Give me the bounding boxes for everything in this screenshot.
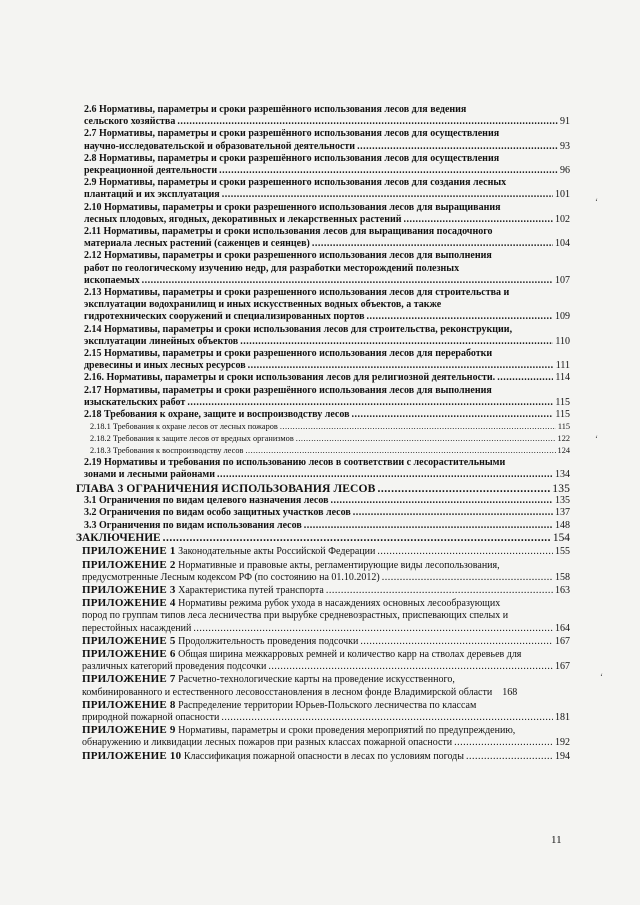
toc-entry-line: рекреационной деятельности bbox=[84, 165, 218, 177]
toc-entry-line: 2.11 Нормативы, параметры и сроки использования лесов для выращивания посадочного bbox=[84, 226, 493, 238]
dot-leader bbox=[377, 546, 553, 558]
toc-entry bbox=[84, 153, 570, 177]
toc-page-number: 107 bbox=[555, 274, 570, 286]
toc-entry-leader-line bbox=[84, 189, 570, 201]
toc-entry-text bbox=[82, 750, 464, 763]
toc-entry bbox=[84, 128, 570, 152]
toc-entry-line: 2.13 Нормативы, параметры и сроки разрешенного использования лесов для строительства и bbox=[84, 287, 510, 299]
toc-entry bbox=[84, 520, 570, 532]
toc-entry-line: 3.2 Ограничения по видам особо защитных участков лесов bbox=[84, 507, 351, 519]
toc-page-number: 109 bbox=[555, 311, 570, 323]
toc-entry bbox=[84, 495, 570, 507]
toc-entry-line: 2.9 Нормативы, параметры и сроки разрешенного использования лесов для создания лесных bbox=[84, 177, 507, 189]
scan-mark: ʻ bbox=[595, 197, 598, 207]
toc-entry-text bbox=[84, 141, 355, 153]
toc-page-number: 134 bbox=[555, 469, 570, 481]
toc-entry-line: ГЛАВА 3 ОГРАНИЧЕНИЯ ИСПОЛЬЗОВАНИЯ ЛЕСОВ bbox=[76, 481, 376, 495]
toc-entry-text bbox=[84, 287, 570, 299]
toc-entry-text bbox=[82, 545, 375, 558]
scan-mark: ʻ bbox=[595, 434, 598, 444]
toc-appendix-entry bbox=[82, 635, 570, 648]
toc-entry-line: Продолжительность проведения подсочки bbox=[178, 635, 359, 647]
toc-entry-line: эксплуатации водохранилищ и иных искусственных водных объектов, а также bbox=[84, 299, 442, 311]
toc-entry-line: Распределение территории Юрьев-Польского лесничества по классам bbox=[178, 699, 477, 711]
toc-entry-line: Законодательные акты Российской Федерации bbox=[178, 546, 376, 558]
toc-entry-text bbox=[84, 177, 570, 189]
dot-leader bbox=[177, 116, 558, 128]
toc-page-number: 122 bbox=[557, 434, 570, 444]
toc-page-number: 115 bbox=[555, 409, 570, 421]
toc-entry-text bbox=[84, 214, 402, 226]
toc-appendix-entry bbox=[82, 597, 570, 635]
toc-entry-line: материала лесных растений (саженцев и сеянцев) bbox=[84, 238, 310, 250]
dot-leader bbox=[193, 623, 553, 635]
toc-entry-line: обнаружению и ликвидации лесных пожаров при разных классах пожарной опасности bbox=[82, 737, 453, 749]
toc-entry-text bbox=[84, 116, 175, 128]
toc-entry-leader-line bbox=[84, 165, 570, 177]
toc-entry-line: Нормативы режима рубок ухода в насаждениях основных лесообразующих bbox=[178, 598, 501, 610]
toc-appendix-entry bbox=[82, 545, 570, 558]
dot-leader bbox=[245, 445, 555, 457]
toc-entry-leader-line bbox=[84, 495, 570, 507]
toc-entry-text bbox=[84, 104, 570, 116]
toc-entry-leader-line bbox=[82, 712, 570, 724]
toc-entry-text bbox=[84, 226, 570, 238]
toc-chapter-entry bbox=[76, 482, 570, 496]
toc-appendix-entry bbox=[82, 584, 570, 597]
toc-entry-text bbox=[84, 275, 140, 287]
dot-leader bbox=[268, 661, 553, 673]
toc-entry-text bbox=[82, 699, 570, 712]
appendix-label: ПРИЛОЖЕНИЕ 1 bbox=[82, 545, 176, 558]
toc-entry-text bbox=[84, 469, 215, 481]
toc-entry-line: 2.8 Нормативы, параметры и сроки разрешённого использования лесов для осуществления bbox=[84, 152, 500, 164]
toc-page-number: 181 bbox=[555, 711, 570, 723]
appendix-label: ПРИЛОЖЕНИЕ 4 bbox=[82, 597, 176, 610]
toc-entry-leader-line bbox=[82, 737, 570, 749]
toc-entry-line: комбинированного и естественного лесовосстановления в лесном фонде Владимирской области bbox=[82, 686, 493, 698]
toc-entry bbox=[84, 104, 570, 128]
toc-entry bbox=[84, 226, 570, 250]
toc-entry-text bbox=[76, 532, 161, 546]
toc-entry-line: Характеристика путей транспорта bbox=[178, 584, 324, 596]
toc-entry-line: 2.18.1 Требования к охране лесов от лесных пожаров bbox=[90, 422, 278, 432]
toc-entry-leader-line bbox=[90, 421, 570, 433]
toc-entry-line: 3.3 Ограничения по видам использования лесов bbox=[84, 519, 302, 531]
toc-appendix-entry bbox=[82, 724, 570, 749]
scan-mark: ʻ bbox=[600, 672, 603, 682]
dot-leader bbox=[360, 636, 553, 648]
toc-entry-line: древесины и иных лесных ресурсов bbox=[84, 360, 246, 372]
toc-entry-text bbox=[84, 409, 350, 421]
toc-entry-line: 2.17 Нормативы, параметры и сроки разрешённого использования лесов для выполнения bbox=[84, 384, 492, 396]
toc-entry-leader-line bbox=[84, 141, 570, 153]
toc-entry-text bbox=[76, 482, 375, 496]
appendix-label: ПРИЛОЖЕНИЕ 9 bbox=[82, 724, 176, 737]
toc-entry-line: 2.18 Требования к охране, защите и воспроизводству лесов bbox=[84, 409, 350, 421]
appendix-label: ПРИЛОЖЕНИЕ 6 bbox=[82, 647, 176, 660]
dot-leader bbox=[404, 214, 553, 226]
dot-leader bbox=[497, 372, 553, 384]
toc-entry-line: эксплуатации линейных объектов bbox=[84, 335, 239, 347]
toc-entry-text bbox=[84, 165, 217, 177]
toc-page-number: 155 bbox=[555, 546, 570, 558]
toc-entry-text bbox=[84, 250, 570, 262]
toc-entry-line: Расчетно-технологические карты на проведение искусственного, bbox=[178, 674, 455, 686]
toc-entry-text bbox=[84, 507, 351, 519]
toc-entry bbox=[84, 385, 570, 409]
toc-entry-leader-line bbox=[82, 545, 570, 558]
toc-entry-line: 2.10 Нормативы, параметры и сроки разрешенного использования лесов для выращивания bbox=[84, 201, 501, 213]
toc-entry-leader-line bbox=[84, 275, 570, 287]
toc-entry-line: Классификация пожарной опасности в лесах по условиям погоды bbox=[183, 750, 464, 762]
toc-entry-line: предусмотренные Лесным кодексом РФ (по состоянию на 01.10.2012) bbox=[82, 571, 380, 583]
toc-entry-text bbox=[82, 724, 570, 737]
toc-entry bbox=[84, 202, 570, 226]
toc-entry-leader-line bbox=[84, 469, 570, 481]
toc-page-number: 115 bbox=[557, 422, 570, 432]
toc-entry bbox=[84, 433, 570, 445]
dot-leader bbox=[240, 336, 553, 348]
toc-page-number: 96 bbox=[560, 165, 570, 177]
toc-entry-leader-line bbox=[90, 445, 570, 457]
toc-entry-text bbox=[90, 421, 278, 433]
toc-entry bbox=[84, 250, 570, 287]
dot-leader bbox=[142, 275, 553, 287]
toc-entry-line: природной пожарной опасности bbox=[82, 711, 220, 723]
appendix-label: ПРИЛОЖЕНИЕ 7 bbox=[82, 673, 176, 686]
toc-entry-line: гидротехнических сооружений и специализированных портов bbox=[84, 311, 365, 323]
toc-entry-text bbox=[84, 299, 570, 311]
toc-page-number: 158 bbox=[555, 571, 570, 583]
toc-entry-line: сельского хозяйства bbox=[84, 116, 176, 128]
toc-entry-text bbox=[84, 360, 246, 372]
toc-entry-leader-line bbox=[76, 482, 570, 496]
toc-entry-text bbox=[84, 372, 495, 384]
toc-entry bbox=[84, 409, 570, 421]
appendix-label: ПРИЛОЖЕНИЕ 3 bbox=[82, 583, 176, 596]
dot-leader bbox=[331, 495, 554, 507]
toc-appendix-entry bbox=[82, 648, 570, 673]
toc-entry-leader-line bbox=[76, 532, 570, 546]
toc-appendix-entry bbox=[82, 559, 570, 584]
toc-entry bbox=[84, 287, 570, 324]
toc-entry-line: 2.16. Нормативы, параметры и сроки использования лесов для религиозной деятельности. bbox=[84, 372, 496, 384]
toc-entry bbox=[76, 532, 570, 546]
dot-leader bbox=[312, 238, 553, 250]
toc-entry-text bbox=[84, 520, 302, 532]
toc-appendix-entry bbox=[82, 750, 570, 763]
toc-page-number: 194 bbox=[555, 750, 570, 762]
toc-page-number: 101 bbox=[555, 189, 570, 201]
toc-entry-text bbox=[82, 661, 266, 673]
dot-leader bbox=[466, 751, 553, 763]
toc-entry-line: перестойных насаждений bbox=[82, 622, 192, 634]
dot-leader bbox=[296, 433, 556, 445]
dot-leader bbox=[217, 469, 553, 481]
toc-page-number: 110 bbox=[555, 335, 570, 347]
appendix-label: ПРИЛОЖЕНИЕ 5 bbox=[82, 634, 176, 647]
toc-entry-text bbox=[82, 584, 324, 597]
toc-entry-line: 2.15 Нормативы, параметры и сроки разрешенного использования лесов для переработки bbox=[84, 348, 493, 360]
toc-entry-text bbox=[82, 610, 570, 622]
toc-page-number: 93 bbox=[560, 140, 570, 152]
dot-leader bbox=[304, 520, 553, 532]
toc-page-number: 192 bbox=[555, 737, 570, 749]
toc-entry-text bbox=[84, 397, 185, 409]
toc-page-number: 114 bbox=[555, 372, 570, 384]
toc-entry-leader-line bbox=[90, 433, 570, 445]
toc-entry-leader-line bbox=[82, 584, 570, 597]
toc-entry-text bbox=[84, 336, 238, 348]
toc-entry bbox=[84, 177, 570, 201]
toc-entry-text bbox=[82, 712, 219, 724]
toc-entry-line: 2.19 Нормативы и требования по использованию лесов в соответствии с лесорастительными bbox=[84, 457, 506, 469]
dot-leader bbox=[222, 189, 553, 201]
toc-entry-leader-line bbox=[84, 409, 570, 421]
toc-entry-leader-line bbox=[84, 336, 570, 348]
dot-leader bbox=[219, 165, 558, 177]
toc-entry-leader-line bbox=[84, 372, 570, 384]
dot-leader bbox=[377, 482, 550, 496]
toc-entry-line: 2.12 Нормативы, параметры и сроки разрешенного использования лесов для выполнения bbox=[84, 250, 492, 262]
toc-entry-line: 2.14 Нормативы, параметры и сроки использования лесов для строительства, реконструкции, bbox=[84, 323, 513, 335]
toc-entry-line: ЗАКЛЮЧЕНИЕ bbox=[76, 531, 161, 544]
toc-entry-line: зонами и лесными районами bbox=[84, 469, 215, 481]
toc-entry-leader-line bbox=[84, 507, 570, 519]
appendix-label: ПРИЛОЖЕНИЕ 2 bbox=[82, 558, 176, 571]
toc-entry bbox=[84, 457, 570, 481]
toc-entry-text bbox=[84, 348, 570, 360]
toc-entry-text bbox=[84, 153, 570, 165]
toc-page-number: 167 bbox=[555, 661, 570, 673]
toc-entry-leader-line bbox=[82, 661, 570, 673]
toc-entry bbox=[84, 372, 570, 384]
toc-entry-text bbox=[84, 202, 570, 214]
toc-entry-line: 2.6 Нормативы, параметры и сроки разрешённого использования лесов для ведения bbox=[84, 104, 467, 115]
toc-entry-line: 3.1 Ограничения по видам целевого назначения лесов bbox=[84, 495, 329, 507]
toc-entry-text bbox=[84, 495, 329, 507]
toc-entry-text bbox=[84, 263, 570, 275]
toc-page-number: 148 bbox=[555, 519, 570, 531]
toc-page-number: 167 bbox=[555, 635, 570, 647]
toc-entry-line: научно-исследовательской и образовательной деятельности bbox=[84, 140, 356, 152]
toc-page-number: 135 bbox=[552, 481, 570, 495]
dot-leader bbox=[454, 737, 553, 749]
toc-entry-line: различных категорий проведения подсочки bbox=[82, 661, 267, 673]
dot-leader bbox=[357, 141, 558, 153]
toc-entry-text bbox=[90, 433, 294, 445]
appendix-label: ПРИЛОЖЕНИЕ 10 bbox=[82, 749, 182, 762]
toc-page-number: 111 bbox=[555, 360, 570, 372]
dot-leader bbox=[352, 409, 554, 421]
toc-entry-text bbox=[82, 687, 492, 699]
toc-page-number: 124 bbox=[557, 446, 570, 456]
toc-entry-text bbox=[84, 324, 570, 336]
toc-page-number: 168 bbox=[502, 686, 518, 698]
toc-entry-line: изыскательских работ bbox=[84, 396, 186, 408]
toc-entry bbox=[84, 507, 570, 519]
toc-entry-line: Нормативные и правовые акты, регламентирующие виды лесопользования, bbox=[178, 559, 500, 571]
toc-entry-leader-line bbox=[82, 750, 570, 763]
toc-page-number: 102 bbox=[555, 213, 570, 225]
dot-leader bbox=[326, 585, 553, 597]
toc-entry-leader-line bbox=[84, 311, 570, 323]
toc-appendix-entry bbox=[82, 699, 570, 724]
toc-page-number: 135 bbox=[555, 495, 570, 507]
toc-entry-text bbox=[82, 648, 570, 661]
toc-entry-text bbox=[84, 128, 570, 140]
toc-entry-leader-line bbox=[82, 687, 570, 699]
toc-page-number: 104 bbox=[555, 238, 570, 250]
toc-entry-leader-line bbox=[84, 116, 570, 128]
toc-entry-text bbox=[82, 635, 358, 648]
toc-entry-text bbox=[82, 572, 380, 584]
toc-entry-line: работ по геологическому изучению недр, для разработки месторождений полезных bbox=[84, 262, 460, 274]
toc-entry-text bbox=[82, 559, 570, 572]
dot-leader bbox=[367, 311, 553, 323]
toc-page-number: 91 bbox=[560, 116, 570, 128]
appendix-label: ПРИЛОЖЕНИЕ 8 bbox=[82, 698, 176, 711]
toc-page-number: 163 bbox=[555, 584, 570, 596]
toc-entry bbox=[84, 348, 570, 372]
toc-entry-text bbox=[84, 238, 310, 250]
toc-entry-line: Общая ширина межкарровых ремней и количество карр на стволах деревьев для bbox=[178, 648, 522, 660]
toc-entry-line: 2.18.2 Требования к защите лесов от вредных организмов bbox=[90, 434, 294, 444]
toc-entry-leader-line bbox=[84, 360, 570, 372]
toc-page-number: 164 bbox=[555, 622, 570, 634]
dot-leader bbox=[280, 421, 556, 433]
toc-entry-leader-line bbox=[84, 238, 570, 250]
toc-entry-text bbox=[84, 457, 570, 469]
toc-entry-line: плантаций и их эксплуатация bbox=[84, 189, 220, 201]
dot-leader bbox=[221, 712, 553, 724]
toc-entry-leader-line bbox=[84, 214, 570, 226]
toc-entry-leader-line bbox=[82, 572, 570, 584]
toc-entry-leader-line bbox=[84, 520, 570, 532]
dot-leader bbox=[163, 532, 551, 546]
toc-entry-text bbox=[84, 385, 570, 397]
toc-entry-text bbox=[82, 597, 570, 610]
toc-entry-leader-line bbox=[84, 397, 570, 409]
toc-entry bbox=[84, 324, 570, 348]
toc-entry-leader-line bbox=[82, 623, 570, 635]
toc-page-number: 154 bbox=[552, 531, 570, 544]
toc-entry bbox=[84, 445, 570, 457]
dot-leader bbox=[353, 507, 553, 519]
toc-appendix-entry bbox=[82, 673, 570, 698]
toc-entry-line: лесных плодовых, ягодных, декоративных и лекарственных растений bbox=[84, 213, 402, 225]
toc-page-number: 115 bbox=[555, 396, 570, 408]
toc-entry-line: 2.7 Нормативы, параметры и сроки разрешённого использования лесов для осуществления bbox=[84, 128, 500, 140]
toc-page-number: 137 bbox=[555, 507, 570, 519]
toc-entry-text bbox=[90, 445, 243, 457]
page-number: 11 bbox=[551, 834, 562, 846]
toc-entry-text bbox=[84, 189, 220, 201]
toc-entry-leader-line bbox=[82, 635, 570, 648]
toc-entry-text bbox=[84, 311, 365, 323]
toc-entry-line: 2.18.3 Требования к воспроизводству лесов bbox=[90, 446, 244, 456]
toc-entry-line: ископаемых bbox=[84, 274, 140, 286]
toc-entry-line: Нормативы, параметры и сроки проведения мероприятий по предупреждению, bbox=[178, 725, 516, 737]
toc-entry-text bbox=[82, 737, 452, 749]
dot-leader bbox=[187, 397, 553, 409]
toc-entry bbox=[84, 421, 570, 433]
dot-leader bbox=[382, 572, 553, 584]
toc-entry-text bbox=[82, 623, 191, 635]
toc-entry-line: пород по группам типов леса лесничества при вырубке средневозрастных, приспевающих спелых и bbox=[82, 610, 509, 622]
dot-leader bbox=[248, 360, 554, 372]
toc-entry-text bbox=[82, 673, 570, 686]
table-of-contents bbox=[76, 104, 570, 763]
